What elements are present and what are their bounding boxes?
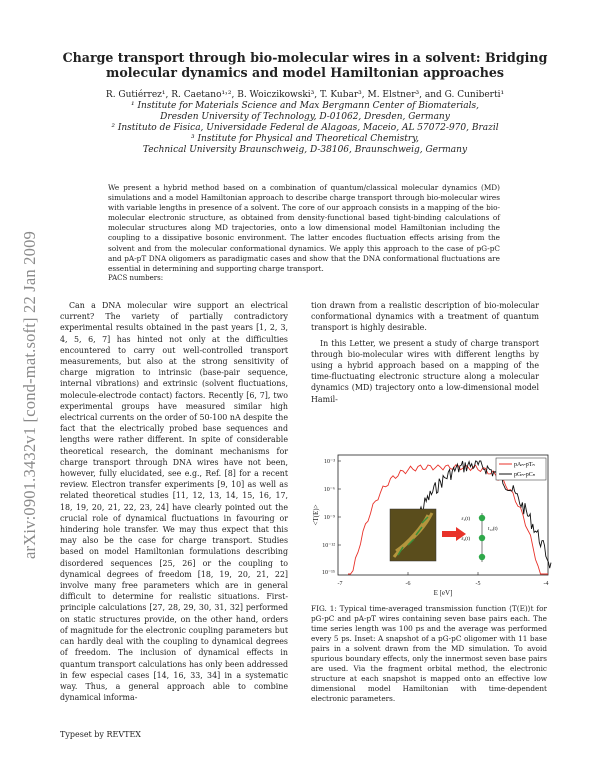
body-paragraph: tion drawn from a realistic description of bio-molecular conformational dynamics with a treatment of quantum transport is highly desirable. (311, 301, 539, 333)
lattice-site (479, 554, 485, 560)
x-tick-label: -5 (475, 581, 481, 587)
abstract: We present a hybrid method based on a combination of quantum/classical molecular dynamics (MD) simulations and a model Hamiltonian approach to describe charge transport through bio-molecular wires with variable lengths in presence of a solvent. The core of our approach consists in a mapping of the bio-molecular electronic structure, as obtained from density-functional based tight-binding calculations of molecular structures along MD trajectories, onto a low dimensional model Hamiltonian including the coupling to a dissipative bosonic environment. The latter encodes fluctuation effects arising from the solvent and from the molecular conformational dynamics. We apply this approach to the case of pG-pC and pA-pT DNA oligomers as paradigmatic cases and show that the DNA conformational fluctuations are essential in determining and supporting charge transport. (108, 183, 500, 273)
y-tick-label: 10⁻¹⁵ (321, 570, 335, 576)
y-tick-label: 10⁻⁹ (323, 515, 335, 521)
arxiv-id: arXiv:0901.3432v1 [cond-mat.soft] 22 Jan 2009 (20, 231, 39, 559)
legend-label-pA-pT: pAₙ-pTₙ (514, 462, 535, 468)
affiliation-line: Technical University Braunschweig, D-38106, Braunschweig, Germany (142, 145, 468, 155)
pacs-numbers: PACS numbers: (108, 274, 164, 282)
y-tick-label: 10⁻³ (324, 459, 335, 465)
inset-label: ε₁(t) (461, 517, 470, 522)
inset-label: ε₂(t) (461, 537, 470, 542)
x-axis-label: E [eV] (433, 589, 453, 597)
figure-caption: FIG. 1: Typical time-averaged transmission function ⟨T(E)⟩t for pG-pC and pA-pT wires containing seven base pairs each. The time series length was 100 ps and the average was performed every 5 ps. Inset: A snapshot of a pG-pC oligomer with 11 base pairs in a solvent drawn from the MD simulation. To avoid spurious boundary effects, only the innermost seven base pairs are used. Via the fragment orbital method, the electronic structure at each snapshot is mapped onto an effective low dimensional model Hamiltonian with time-dependent electronic parameters. (311, 604, 547, 703)
body-paragraph: In this Letter, we present a study of charge transport through bio-molecular wires with different lengths by using a hybrid approach based on a mapping of the time-fluctuating electronic structure along a molecular dynamics (MD) trajectory onto a low-dimensional model Hamil- (311, 338, 539, 404)
inset-label: t₁₂(t) (488, 527, 498, 532)
affiliation-line: ¹ Institute for Materials Science and Max Bergmann Center of Biomaterials, (131, 101, 479, 111)
y-axis-label: <T(E)> (312, 504, 320, 526)
lattice-site (479, 535, 485, 541)
series-pA-pT-line (348, 465, 548, 574)
affiliation-line: ² Instituto de Fisica, Universidade Federal de Alagoas, Maceio, AL 57072-970, Brazil (111, 123, 499, 133)
x-tick-label: -4 (543, 581, 549, 587)
lattice-site (479, 515, 485, 521)
affiliation-line: ³ Institute for Physical and Theoretical Chemistry, (191, 134, 419, 144)
x-tick-label: -7 (337, 581, 343, 587)
body-paragraph: Can a DNA molecular wire support an electrical current? The variety of partially contradictory experimental results obtained in the past years [1, 2, 3, 4, 5, 6, 7] has hinted not only at the difficulties encountered to carry out well-controlled transport measurements, but also at the strong sensitivity of charge migration to intrinsic (base-pair sequence, internal vibrations) and extrinsic (solvent fluctuations, molecule-electrode contact) factors. Recently [6, 7], two experimental groups have measured similar high electrical currents on the order of 50-100 nA despite the fact that the electrically probed base sequences and lengths were rather different. In spite of considerable theoretical research, the dominant mechanisms for charge transport through DNA wires have not been, however, fully elucidated, see e.g., Ref. [8] for a recent review. Electron transfer experiments [9, 10] as well as related theoretical studies [11, 12, 13, 14, 15, 16, 17, 18, 19, 20, 21, 22, 23, 24] have clearly pointed out the crucial role of dynamical fluctuations in favouring or hindering hole transfer. We may thus expect that this may also be the case for charge transport. Studies based on model Hamiltonian formulations describing disordered sequences [25, 26] or the coupling to dynamical degrees of freedom [18, 19, 20, 21, 22] involve many free parameters which are in general difficult to determine for realistic situations. First-principle calculations [27, 28, 29, 30, 31, 32] performed on static structures provide, on the other hand, orders of magnitude for the electronic coupling parameters but can hardly deal with the coupling to dynamical degrees of freedom. The inclusion of dynamical effects in quantum transport calculations has only been addressed in few especial cases [14, 16, 33, 34] in a systematic way. Thus, a general approach able to combine dynamical informa- (60, 301, 288, 703)
author-list: R. Gutiérrez¹, R. Caetano¹˒², B. Woiczikowski³, T. Kubar³, M. Elstner³, and G. Cuniberti¹ (105, 90, 505, 100)
figure-1 (308, 447, 558, 599)
legend-label-pG-pC: pGₙ-pCₙ (514, 472, 536, 478)
paper-title: Charge transport through bio-molecular wires in a solvent: Bridging molecular dynamics and model Hamiltonian approaches (62, 50, 548, 80)
y-tick-label: 10⁻⁶ (323, 487, 335, 493)
author-block (60, 90, 550, 156)
y-tick-label: 10⁻¹² (322, 543, 335, 549)
right-column (311, 300, 539, 405)
typeset-note: Typeset by REVTEX (60, 730, 142, 739)
x-tick-label: -6 (405, 581, 411, 587)
affiliation-line: Dresden University of Technology, D-01062, Dresden, Germany (160, 112, 450, 122)
left-column (60, 300, 288, 703)
arxiv-stamp (20, 180, 40, 610)
